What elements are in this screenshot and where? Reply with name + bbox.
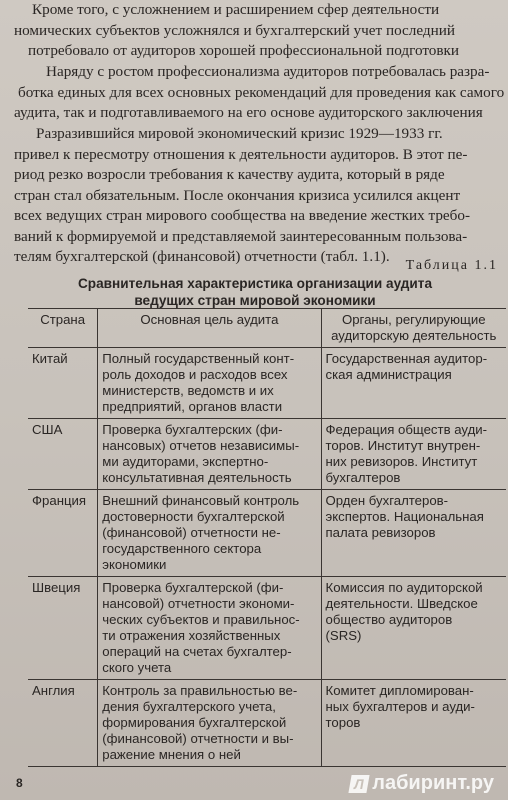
table-row [28,419,506,490]
column-header-country: Страна [28,309,98,348]
regulatory-bodies-cell: Федерация обществ ауди- торов. Институт внутрен- них ревизоров. Институт бухгалтеров [321,419,506,490]
table-row [28,490,506,577]
goal-cell: Проверка бухгалтерских (фи- нансовых) отчетов независимы- ми аудиторами, экспертно- консультативная деятельность [98,419,321,490]
regulatory-bodies-cell: Комитет дипломирован- ных бухгалтеров и ауди- торов [321,680,506,767]
country-cell: Англия [28,680,98,767]
table-header-row [28,309,506,348]
audit-comparison-table [28,308,506,767]
watermark-text: лабиринт.ру [372,772,494,794]
country-cell: Франция [28,490,98,577]
column-header-bodies: Органы, регулирующие аудиторскую деятельность [321,309,506,348]
regulatory-bodies-cell: Орден бухгалтеров- экспертов. Национальная палата ревизоров [321,490,506,577]
column-header-goal: Основная цель аудита [98,309,321,348]
goal-cell: Полный государственный конт- роль доходов и расходов всех министерств, ведомств и их предприятий, органов власти [98,348,321,419]
goal-cell: Контроль за правильностью ве- дения бухгалтерского учета, формирования бухгалтерской (финансовой) отчетности и вы- ражение мнения о ней [98,680,321,767]
paragraph-1: Кроме того, с усложнением и расширением сфер деятельности номических субъектов усложнялся и бухгалтерский учет последний потребовало от аудиторов хорошей профессиональной подготовки [14,1,460,59]
paragraph-3: Разразившийся мировой экономический кризис 1929—1933 гг. привел к пересмотру отношения к деятельности аудиторов. В этот пе- риод резко возросли требования к качеству аудита, который в ряде стран стал обязательным. После окончания кризиса усилился акцент всех ведущих стран мирового сообщества на введение жестких требо- ваний к формируемой и представляемой заинтересованным пользова- телям бухгалтерской (финансовой) отчетности (табл. 1.1). [14,125,471,265]
goal-cell: Проверка бухгалтерской (фи- нансовой) отчетности экономи- ческих субъектов и правильнос- ти отражения хозяйственных операций на счетах бухгалтер- ского учета [98,577,321,680]
regulatory-bodies-cell: Комиссия по аудиторской деятельности. Шведское общество аудиторов (SRS) [321,577,506,680]
paragraph-2: Наряду с ростом профессионализма аудиторов потребовалась разра- ботка единых для всех основных рекомендаций для проведения как самого аудита, так и подготавливаемого на его основе аудиторского заключения [14,63,505,121]
table-title: Сравнительная характеристика организации аудита ведущих стран мировой экономики [77,276,433,308]
country-cell: Китай [28,348,98,419]
table-row [28,348,506,419]
labirint-logo-icon: Л [349,775,370,793]
watermark [350,772,494,795]
table-label: Таблица 1.1 [405,258,498,273]
page-number: 8 [16,776,23,790]
country-cell: США [28,419,98,490]
table-row [28,577,506,680]
table-row [28,680,506,767]
goal-cell: Внешний финансовый контроль достоверности бухгалтерской (финансовой) отчетности не- государственного сектора экономики [98,490,321,577]
regulatory-bodies-cell: Государственная аудитор- ская администрация [321,348,506,419]
country-cell: Швеция [28,577,98,680]
